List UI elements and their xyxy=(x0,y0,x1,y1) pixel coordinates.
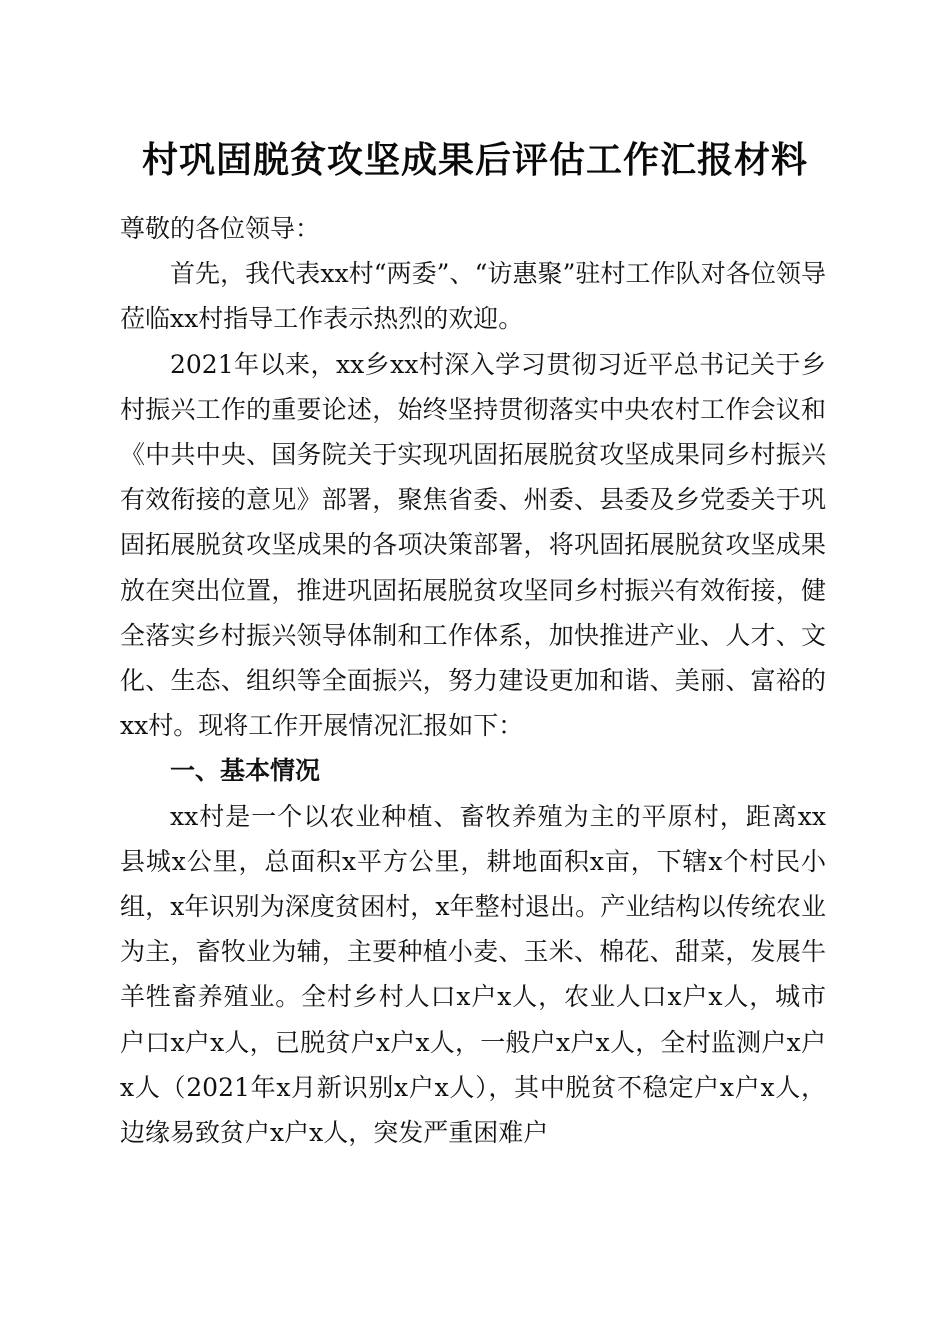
section-heading-basic-info: 一、基本情况 xyxy=(170,756,321,786)
document-title: 村巩固脱贫攻坚成果后评估工作汇报材料 xyxy=(141,139,808,181)
document-body xyxy=(120,206,826,1155)
paragraph-welcome: 首先，我代表xx村“两委”、“访惠聚”驻村工作队对各位领导莅临xx村指导工作表示热烈的欢迎。 xyxy=(120,259,826,334)
salutation: 尊敬的各位领导： xyxy=(120,214,321,243)
paragraph-overview: 2021年以来，xx乡xx村深入学习贯彻习近平总书记关于乡村振兴工作的重要论述，始终坚持贯彻落实中央农村工作会议和《中共中央、国务院关于实现巩固拓展脱贫攻坚成果同乡村振兴有效衔接的意见》部署，聚焦省委、州委、县委及乡党委关于巩固拓展脱贫攻坚成果的各项决策部署，将巩固拓展脱贫攻坚成果放在突出位置，推进巩固拓展脱贫攻坚同乡村振兴有效衔接，健全落实乡村振兴领导体制和工作体系，加快推进产业、人才、文化、生态、组织等全面振兴，努力建设更加和谐、美丽、富裕的xx村。现将工作开展情况汇报如下： xyxy=(120,349,826,741)
paragraph-basic-info: xx村是一个以农业种植、畜牧养殖为主的平原村，距离xx县城x公里，总面积x平方公里，耕地面积x亩，下辖x个村民小组，x年识别为深度贫困村，x年整村退出。产业结构以传统农业为主，畜牧业为辅，主要种植小麦、玉米、棉花、甜菜，发展牛羊牲畜养殖业。全村乡村人口x户x人，农业人口x户x人，城市户口x户x人，已脱贫户x户x人，一般户x户x人，全村监测户x户x人（2021年x月新识别x户x人），其中脱贫不稳定户x户x人，边缘易致贫户x户x人，突发严重困难户 xyxy=(120,801,826,1148)
